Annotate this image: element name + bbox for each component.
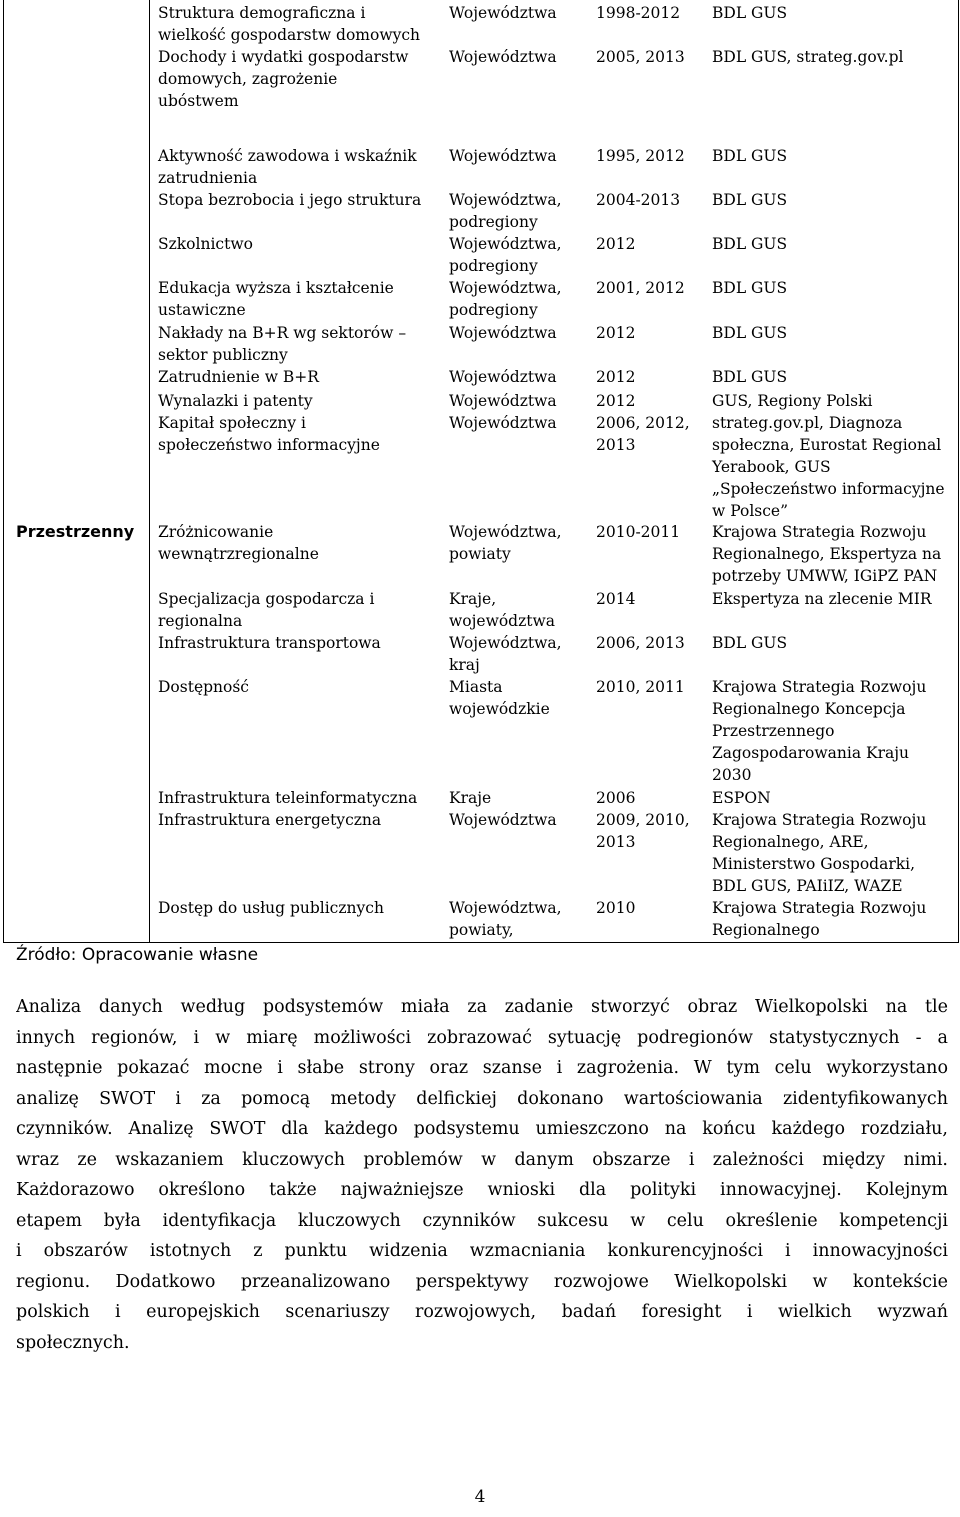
cell-source: „Społeczeństwo informacyjne: [712, 480, 945, 498]
cell-years: 2012: [596, 324, 636, 342]
cell-years: 2013: [596, 833, 636, 851]
paragraph-line: etapem była identyfikacja kluczowych czynników sukcesu w celu określenie kompetencji: [16, 1210, 948, 1231]
cell-level: podregiony: [449, 257, 538, 275]
cell-level: kraj: [449, 656, 480, 674]
section-label: Przestrzenny: [16, 522, 135, 541]
cell-level: Województwa,: [449, 899, 562, 917]
cell-level: podregiony: [449, 301, 538, 319]
cell-source: społeczna, Eurostat Regional: [712, 436, 942, 454]
cell-level: Województwa,: [449, 279, 562, 297]
cell-level: Województwa: [449, 48, 557, 66]
cell-source: GUS, Regiony Polski: [712, 392, 873, 410]
cell-topic: Szkolnictwo: [158, 235, 253, 253]
table-bottom-border: [3, 942, 959, 943]
source-note: Źródło: Opracowanie własne: [16, 945, 259, 965]
cell-years: 1998-2012: [596, 4, 681, 22]
paragraph-line: analizę SWOT i za pomocą metody delfickiej dokonano wartościowania zidentyfikowanych: [16, 1088, 948, 1109]
cell-years: 2010: [596, 899, 636, 917]
cell-topic: Kapitał społeczny i: [158, 414, 306, 432]
cell-years: 2012: [596, 392, 636, 410]
cell-source: ESPON: [712, 789, 771, 807]
cell-source: Ekspertyza na zlecenie MIR: [712, 590, 932, 608]
cell-level: Województwa,: [449, 523, 562, 541]
cell-source: strateg.gov.pl, Diagnoza: [712, 414, 903, 432]
cell-source: BDL GUS: [712, 147, 788, 165]
cell-topic: Infrastruktura teleinformatyczna: [158, 789, 418, 807]
cell-level: Województwa: [449, 414, 557, 432]
cell-topic: Dochody i wydatki gospodarstw: [158, 48, 409, 66]
cell-level: Województwa: [449, 811, 557, 829]
cell-topic: wewnątrzregionalne: [158, 545, 319, 563]
paragraph-line: czynników. Analizę SWOT dla każdego podsystemu umieszczono na końcu każdego rozdziału,: [16, 1119, 948, 1139]
cell-topic: Stopa bezrobocia i jego struktura: [158, 191, 422, 209]
table-right-border: [958, 0, 959, 943]
cell-source: Regionalnego, Ekspertyza na: [712, 545, 942, 563]
cell-source: BDL GUS: [712, 4, 788, 22]
cell-source: Yerabook, GUS: [712, 458, 831, 476]
cell-source: 2030: [712, 766, 752, 784]
cell-level: województwa: [449, 612, 556, 630]
cell-years: 1995, 2012: [596, 147, 685, 165]
cell-source: BDL GUS: [712, 368, 788, 386]
cell-topic: sektor publiczny: [158, 346, 288, 364]
cell-topic: Nakłady na B+R wg sektorów –: [158, 324, 407, 342]
cell-source: BDL GUS: [712, 279, 788, 297]
cell-topic: ustawiczne: [158, 301, 246, 319]
cell-level: Województwa,: [449, 634, 562, 652]
cell-level: Miasta: [449, 678, 503, 696]
cell-level: podregiony: [449, 213, 538, 231]
cell-source: BDL GUS: [712, 191, 788, 209]
cell-topic: społeczeństwo informacyjne: [158, 436, 380, 454]
cell-years: 2012: [596, 368, 636, 386]
cell-source: Krajowa Strategia Rozwoju: [712, 678, 927, 696]
cell-level: Województwa,: [449, 191, 562, 209]
cell-topic: ubóstwem: [158, 92, 239, 110]
cell-level: powiaty,: [449, 921, 514, 939]
paragraph-line: i obszarów istotnych z punktu widzenia wzmacniania konkurencyjności i innowacyjności: [16, 1241, 948, 1261]
cell-years: 2014: [596, 590, 636, 608]
cell-topic: Zróżnicowanie: [158, 523, 274, 541]
cell-source: BDL GUS, strateg.gov.pl: [712, 48, 904, 66]
cell-source: Regionalnego: [712, 921, 820, 939]
cell-years: 2005, 2013: [596, 48, 685, 66]
paragraph-line: Każdorazowo określono także najważniejsze wnioski dla polityki innowacyjnej. Kolejnym: [16, 1180, 948, 1200]
cell-years: 2006, 2012,: [596, 414, 690, 432]
cell-years: 2009, 2010,: [596, 811, 690, 829]
page-number: 4: [474, 1487, 486, 1507]
cell-years: 2004-2013: [596, 191, 681, 209]
cell-topic: domowych, zagrożenie: [158, 70, 338, 88]
cell-topic: Aktywność zawodowa i wskaźnik: [158, 147, 417, 165]
paragraph-line: następnie pokazać mocne i słabe strony oraz szanse i zagrożenia. W tym celu wykorzystano: [16, 1058, 948, 1078]
paragraph-line: społecznych.: [16, 1332, 130, 1353]
cell-level: Województwa: [449, 324, 557, 342]
cell-source: Krajowa Strategia Rozwoju: [712, 811, 927, 829]
cell-topic: Zatrudnienie w B+R: [158, 368, 319, 386]
cell-level: Województwa,: [449, 235, 562, 253]
paragraph-line: regionu. Dodatkowo przeanalizowano perspektywy rozwojowe Wielkopolski w kontekście: [16, 1271, 948, 1292]
cell-topic: Infrastruktura energetyczna: [158, 811, 382, 829]
cell-level: Województwa: [449, 368, 557, 386]
cell-source: Regionalnego, ARE,: [712, 833, 869, 851]
cell-level: Kraje,: [449, 590, 497, 608]
paragraph-line: innych regionów, i w miarę możliwości zobrazować sytuację podregionów statystycznych - a: [16, 1027, 948, 1048]
table-column-divider: [149, 0, 150, 943]
cell-level: Województwa: [449, 392, 557, 410]
cell-source: Przestrzennego: [712, 722, 835, 740]
cell-source: Ministerstwo Gospodarki,: [712, 855, 916, 873]
cell-topic: Specjalizacja gospodarcza i: [158, 590, 375, 608]
body-paragraph: [16, 992, 948, 1358]
cell-source: w Polsce”: [712, 502, 789, 520]
cell-topic: Wynalazki i patenty: [158, 392, 313, 410]
cell-years: 2010-2011: [596, 523, 681, 541]
cell-source: Krajowa Strategia Rozwoju: [712, 899, 927, 917]
cell-level: Województwa: [449, 4, 557, 22]
cell-topic: regionalna: [158, 612, 243, 630]
table-left-border: [3, 0, 4, 943]
cell-level: powiaty: [449, 545, 511, 563]
cell-years: 2001, 2012: [596, 279, 685, 297]
cell-topic: Edukacja wyższa i kształcenie: [158, 279, 394, 297]
cell-topic: wielkość gospodarstw domowych: [158, 26, 421, 44]
cell-source: BDL GUS: [712, 235, 788, 253]
cell-topic: zatrudnienia: [158, 169, 258, 187]
cell-level: Województwa: [449, 147, 557, 165]
cell-years: 2010, 2011: [596, 678, 685, 696]
cell-source: BDL GUS, PAIiIZ, WAZE: [712, 877, 903, 895]
cell-topic: Infrastruktura transportowa: [158, 634, 381, 652]
cell-years: 2006: [596, 789, 636, 807]
cell-source: potrzeby UMWW, IGiPZ PAN: [712, 567, 938, 585]
paragraph-line: wraz ze wskazaniem kluczowych problemów w danym obszarze i zależności między nimi.: [16, 1149, 948, 1170]
paragraph-line: Analiza danych według podsystemów miała za zadanie stworzyć obraz Wielkopolski na tle: [16, 997, 948, 1017]
cell-topic: Dostęp do usług publicznych: [158, 899, 384, 917]
cell-source: BDL GUS: [712, 324, 788, 342]
cell-source: Krajowa Strategia Rozwoju: [712, 523, 927, 541]
paragraph-line: polskich i europejskich scenariuszy rozwojowych, badań foresight i wielkich wyzwań: [16, 1302, 948, 1322]
cell-topic: Dostępność: [158, 678, 249, 696]
cell-source: Zagospodarowania Kraju: [712, 744, 910, 762]
cell-level: Kraje: [449, 789, 492, 807]
cell-years: 2006, 2013: [596, 634, 685, 652]
cell-source: BDL GUS: [712, 634, 788, 652]
cell-topic: Struktura demograficzna i: [158, 4, 366, 22]
cell-level: wojewódzkie: [449, 700, 550, 718]
cell-years: 2012: [596, 235, 636, 253]
cell-years: 2013: [596, 436, 636, 454]
cell-source: Regionalnego Koncepcja: [712, 700, 906, 718]
